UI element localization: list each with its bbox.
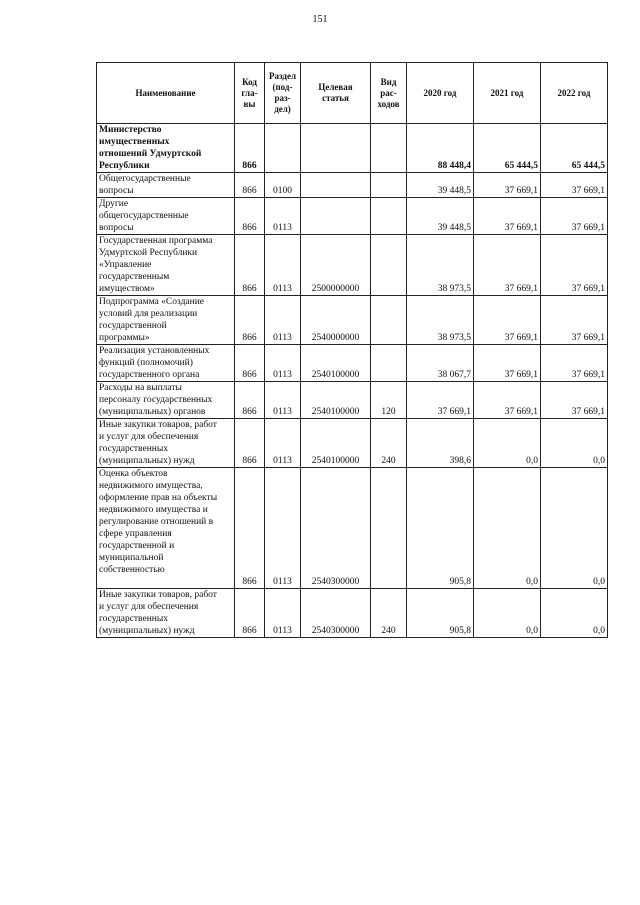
cell-target — [301, 124, 371, 173]
cell-y2021: 37 669,1 — [474, 198, 541, 235]
cell-chapter: 866 — [235, 173, 265, 198]
cell-section: 0113 — [265, 419, 301, 468]
cell-chapter: 866 — [235, 468, 265, 589]
cell-name: Подпрограмма «Создание условий для реализации государственной программы» — [97, 296, 235, 345]
cell-name: Расходы на выплаты персоналу государственных (муниципальных) органов — [97, 382, 235, 419]
table-row — [97, 345, 608, 382]
cell-expense: 120 — [371, 382, 407, 419]
cell-expense: 240 — [371, 589, 407, 638]
cell-y2022: 0,0 — [541, 468, 608, 589]
cell-y2020: 905,8 — [407, 589, 474, 638]
cell-y2020: 39 448,5 — [407, 173, 474, 198]
cell-y2020: 88 448,4 — [407, 124, 474, 173]
cell-y2022: 37 669,1 — [541, 296, 608, 345]
cell-section: 0113 — [265, 235, 301, 296]
cell-y2021: 37 669,1 — [474, 235, 541, 296]
table-row — [97, 419, 608, 468]
cell-target: 2540100000 — [301, 382, 371, 419]
table-row — [97, 382, 608, 419]
table-row — [97, 198, 608, 235]
cell-target: 2540300000 — [301, 468, 371, 589]
cell-y2020: 905,8 — [407, 468, 474, 589]
cell-y2020: 398,6 — [407, 419, 474, 468]
cell-chapter: 866 — [235, 382, 265, 419]
table-row — [97, 296, 608, 345]
cell-target: 2500000000 — [301, 235, 371, 296]
cell-y2021: 0,0 — [474, 589, 541, 638]
cell-y2021: 37 669,1 — [474, 296, 541, 345]
cell-chapter: 866 — [235, 589, 265, 638]
cell-section: 0113 — [265, 589, 301, 638]
cell-target — [301, 173, 371, 198]
cell-y2021: 37 669,1 — [474, 173, 541, 198]
cell-name: Министерство имущественных отношений Удмуртской Республики — [97, 124, 235, 173]
cell-expense — [371, 124, 407, 173]
cell-name: Оценка объектов недвижимого имущества, оформление прав на объекты недвижимого имущества и регулирование отношений в сфере управления государственной и муниципальной собственностью — [97, 468, 235, 589]
cell-chapter: 866 — [235, 124, 265, 173]
cell-y2021: 65 444,5 — [474, 124, 541, 173]
cell-y2021: 0,0 — [474, 419, 541, 468]
header-year-2021: 2021 год — [474, 63, 541, 124]
cell-expense — [371, 345, 407, 382]
cell-y2021: 0,0 — [474, 468, 541, 589]
page-number: 151 — [312, 14, 328, 25]
cell-expense — [371, 173, 407, 198]
header-target-article: Целевая статья — [301, 63, 371, 124]
header-year-2022: 2022 год — [541, 63, 608, 124]
cell-y2021: 37 669,1 — [474, 382, 541, 419]
budget-table — [96, 62, 608, 638]
cell-expense — [371, 296, 407, 345]
cell-expense — [371, 235, 407, 296]
cell-target: 2540100000 — [301, 419, 371, 468]
cell-y2020: 39 448,5 — [407, 198, 474, 235]
cell-y2020: 38 067,7 — [407, 345, 474, 382]
table-row — [97, 468, 608, 589]
cell-section: 0113 — [265, 296, 301, 345]
cell-expense: 240 — [371, 419, 407, 468]
cell-section: 0113 — [265, 382, 301, 419]
cell-chapter: 866 — [235, 198, 265, 235]
cell-name: Другие общегосударственные вопросы — [97, 198, 235, 235]
header-expense-type: Вид рас- ходов — [371, 63, 407, 124]
table-row — [97, 173, 608, 198]
cell-name: Иные закупки товаров, работ и услуг для обеспечения государственных (муниципальных) нужд — [97, 589, 235, 638]
cell-y2020: 38 973,5 — [407, 296, 474, 345]
cell-chapter: 866 — [235, 235, 265, 296]
cell-y2022: 0,0 — [541, 419, 608, 468]
cell-y2022: 37 669,1 — [541, 235, 608, 296]
cell-target — [301, 198, 371, 235]
cell-chapter: 866 — [235, 296, 265, 345]
cell-target: 2540000000 — [301, 296, 371, 345]
cell-section: 0100 — [265, 173, 301, 198]
cell-target: 2540300000 — [301, 589, 371, 638]
cell-expense — [371, 198, 407, 235]
table-row — [97, 235, 608, 296]
cell-name: Реализация установленных функций (полномочий) государственного органа — [97, 345, 235, 382]
cell-y2021: 37 669,1 — [474, 345, 541, 382]
header-row — [97, 63, 608, 124]
cell-y2022: 37 669,1 — [541, 198, 608, 235]
cell-name: Общегосударственные вопросы — [97, 173, 235, 198]
cell-name: Иные закупки товаров, работ и услуг для обеспечения государственных (муниципальных) нужд — [97, 419, 235, 468]
cell-chapter: 866 — [235, 345, 265, 382]
cell-y2022: 37 669,1 — [541, 345, 608, 382]
header-chapter-code: Код гла- вы — [235, 63, 265, 124]
cell-section: 0113 — [265, 198, 301, 235]
cell-section: 0113 — [265, 468, 301, 589]
cell-expense — [371, 468, 407, 589]
cell-section — [265, 124, 301, 173]
cell-name: Государственная программа Удмуртской Республики «Управление государственным имуществом» — [97, 235, 235, 296]
cell-section: 0113 — [265, 345, 301, 382]
header-section: Раздел (под- раз- дел) — [265, 63, 301, 124]
table-row — [97, 124, 608, 173]
cell-target: 2540100000 — [301, 345, 371, 382]
cell-chapter: 866 — [235, 419, 265, 468]
cell-y2022: 37 669,1 — [541, 382, 608, 419]
cell-y2020: 37 669,1 — [407, 382, 474, 419]
cell-y2022: 65 444,5 — [541, 124, 608, 173]
header-name: Наименование — [97, 63, 235, 124]
cell-y2020: 38 973,5 — [407, 235, 474, 296]
cell-y2022: 37 669,1 — [541, 173, 608, 198]
table-row — [97, 589, 608, 638]
header-year-2020: 2020 год — [407, 63, 474, 124]
cell-y2022: 0,0 — [541, 589, 608, 638]
